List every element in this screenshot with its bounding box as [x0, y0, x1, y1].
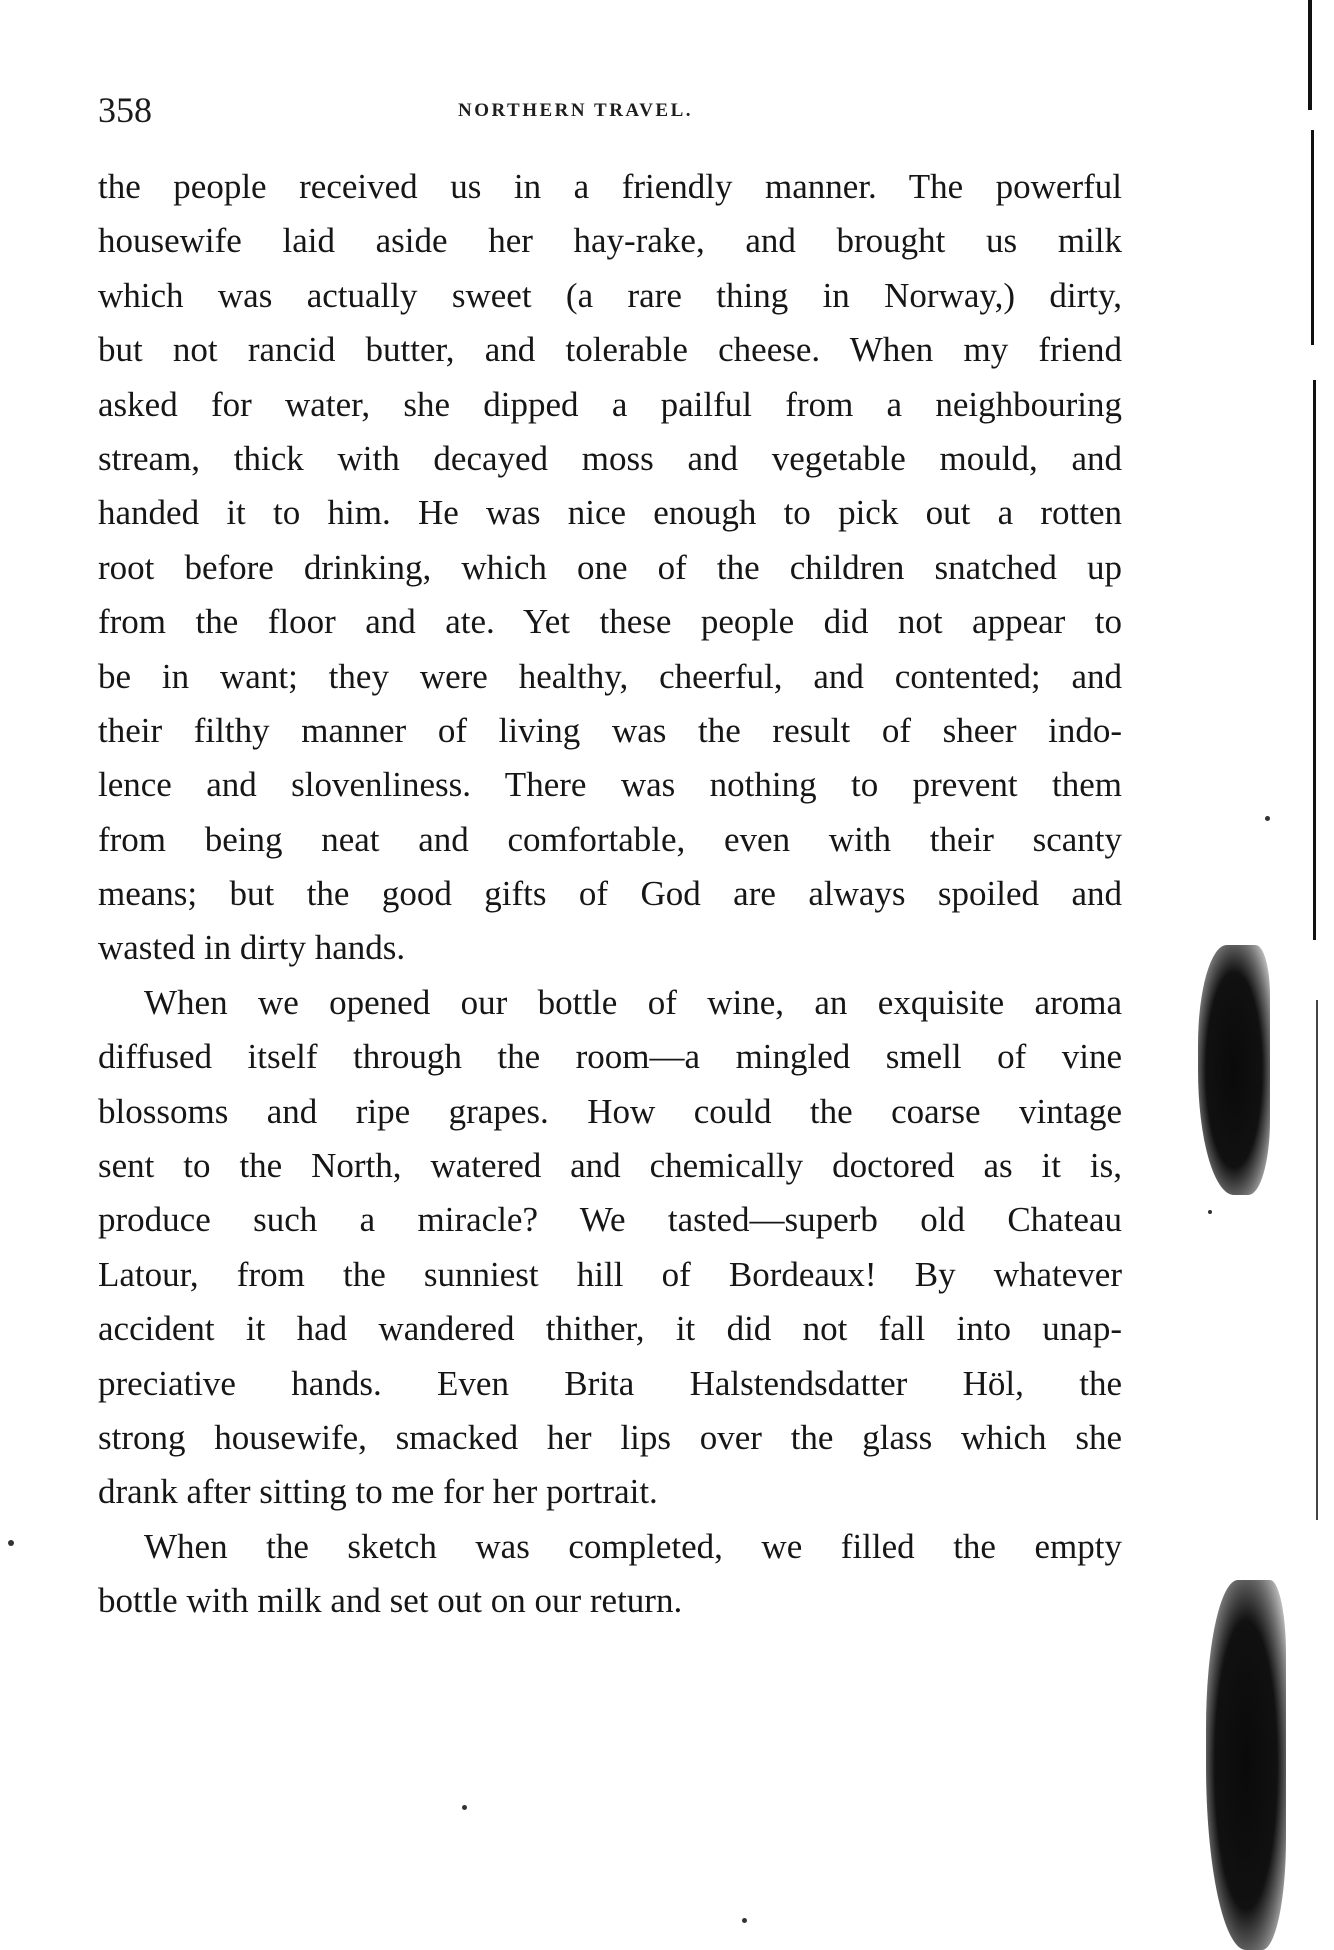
text-line: lence and slovenliness. There was nothing to prevent them	[98, 765, 1122, 805]
scan-shadow	[1206, 1580, 1286, 1950]
running-title: NORTHERN TRAVEL.	[458, 100, 694, 121]
scan-speck	[1208, 1210, 1212, 1214]
text-line: be in want; they were healthy, cheerful, and contented; and	[98, 656, 1122, 696]
text-line: Latour, from the sunniest hill of Bordeaux! By whatever	[98, 1254, 1122, 1294]
text-line: wasted in dirty hands.	[98, 928, 406, 968]
page-number: 358	[98, 90, 152, 130]
text-line: the people received us in a friendly manner. The powerful	[98, 167, 1122, 206]
binding-rule	[1316, 1000, 1318, 1520]
scan-speck	[742, 1918, 747, 1923]
page-header	[98, 86, 1122, 136]
text-line: asked for water, she dipped a pailful from a neighbouring	[98, 384, 1122, 424]
text-line: but not rancid butter, and tolerable cheese. When my friend	[98, 330, 1122, 370]
text-line: from being neat and comfortable, even with their scanty	[98, 819, 1122, 859]
text-line: blossoms and ripe grapes. How could the coarse vintage	[98, 1091, 1122, 1131]
text-line: sent to the North, watered and chemically doctored as it is,	[98, 1146, 1122, 1186]
text-line: from the floor and ate. Yet these people did not appear to	[98, 602, 1122, 642]
text-line: strong housewife, smacked her lips over the glass which she	[98, 1417, 1122, 1457]
binding-rule	[1308, 0, 1312, 110]
binding-rule	[1313, 380, 1316, 940]
scan-speck	[462, 1805, 467, 1810]
scan-speck	[1265, 816, 1270, 821]
text-line: preciative hands. Even Brita Halstendsdatter Höl, the	[98, 1363, 1122, 1403]
text-line: produce such a miracle? We tasted—superb old Chateau	[98, 1200, 1122, 1240]
text-line: housewife laid aside her hay-rake, and brought us milk	[98, 221, 1122, 261]
text-line: stream, thick with decayed moss and vegetable mould, and	[98, 438, 1122, 478]
text-line: drank after sitting to me for her portrait.	[98, 1472, 658, 1512]
binding-rule	[1311, 130, 1314, 345]
text-line: diffused itself through the room—a mingled smell of vine	[98, 1037, 1122, 1077]
text-line: root before drinking, which one of the children snatched up	[98, 547, 1122, 587]
text-line: accident it had wandered thither, it did not fall into unap-	[98, 1309, 1122, 1349]
body-text	[98, 160, 1122, 1629]
text-line: handed it to him. He was nice enough to pick out a rotten	[98, 493, 1122, 533]
text-line: which was actually sweet (a rare thing in Norway,) dirty,	[98, 275, 1122, 315]
scan-speck	[8, 1540, 14, 1546]
paragraph-start-line: When we opened our bottle of wine, an exquisite aroma	[144, 982, 1122, 1022]
text-line: means; but the good gifts of God are always spoiled and	[98, 874, 1122, 914]
page-binding-edge	[1294, 0, 1334, 1950]
text-line: their filthy manner of living was the result of sheer indo-	[98, 710, 1122, 750]
paragraph-start-line: When the sketch was completed, we filled the empty	[144, 1526, 1122, 1566]
text-line: bottle with milk and set out on our return.	[98, 1581, 683, 1621]
scan-shadow	[1198, 945, 1270, 1195]
